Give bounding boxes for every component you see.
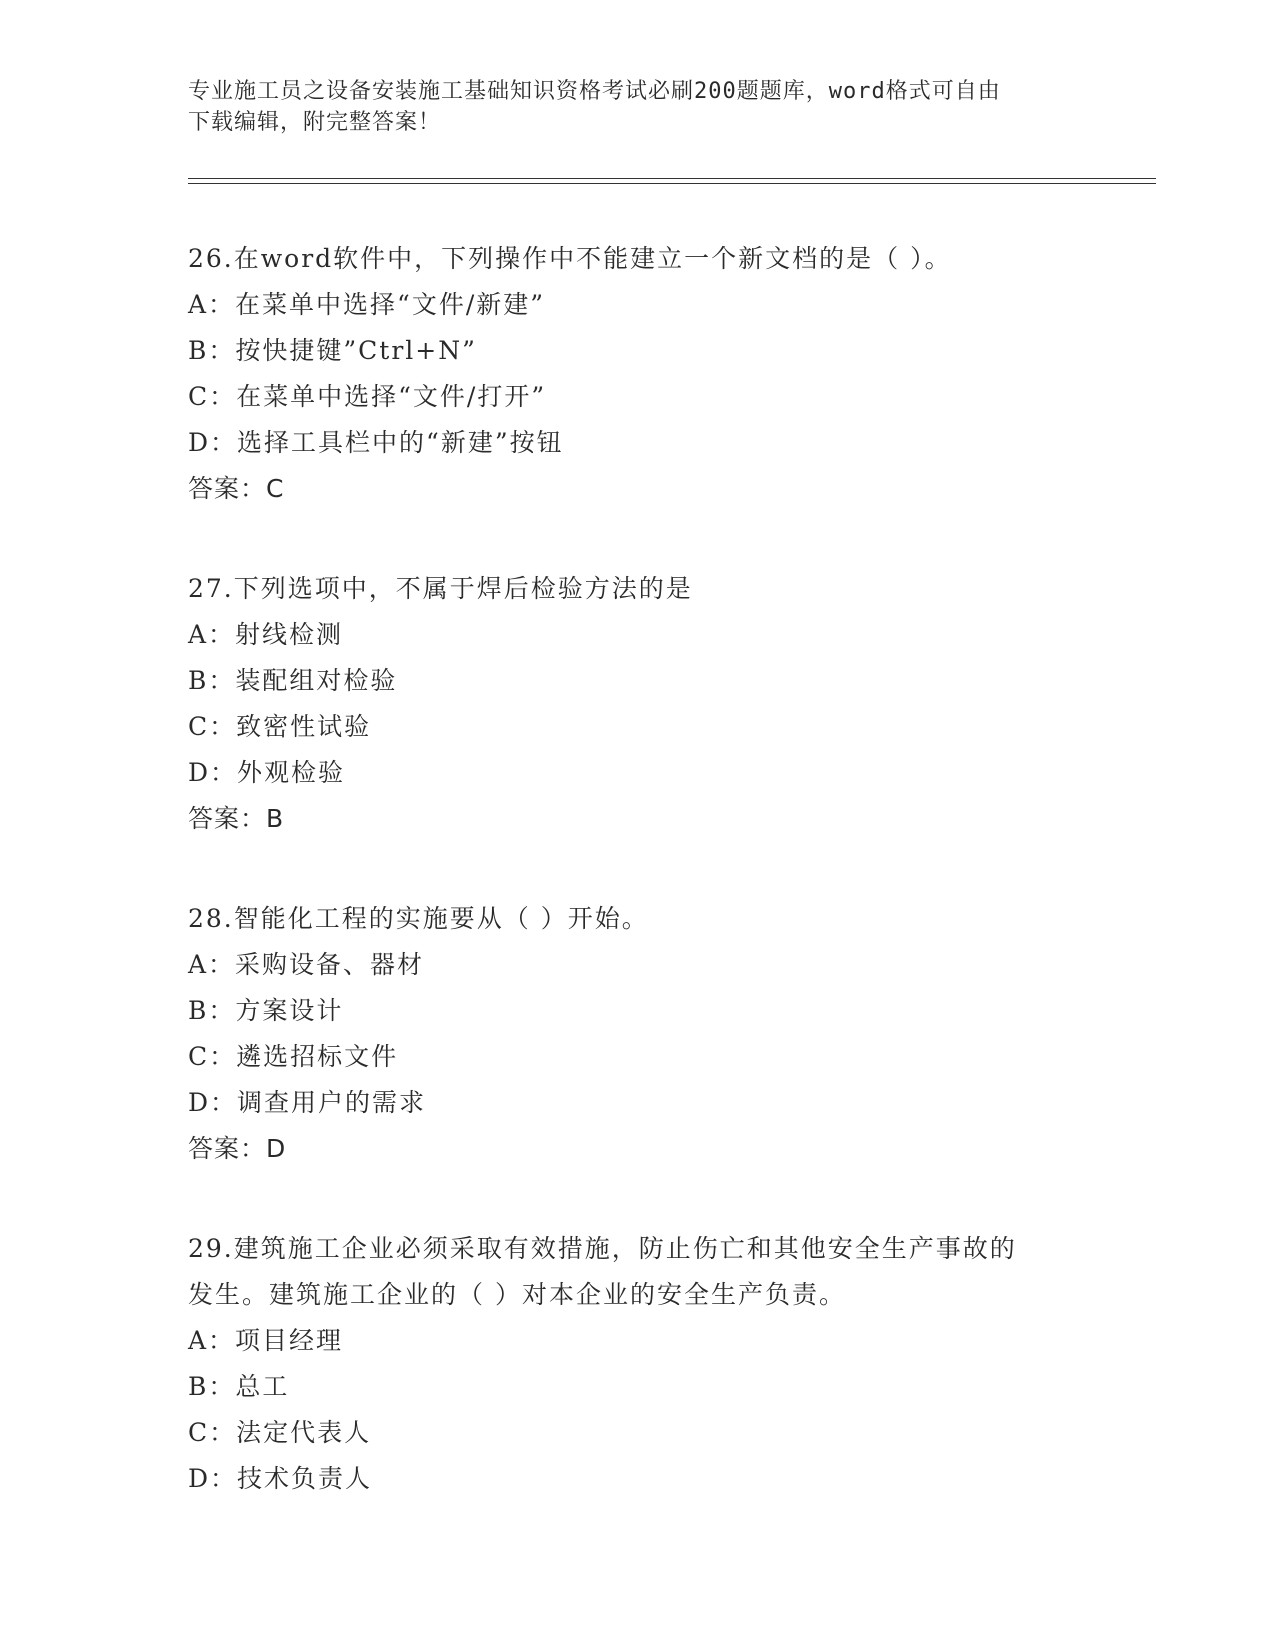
header-divider-top <box>188 178 1156 179</box>
question-stem-line-1: 29.建筑施工企业必须采取有效措施，防止伤亡和其他安全生产事故的 <box>188 1234 1017 1263</box>
question-28 <box>188 896 1088 1172</box>
option-d: D：外观检验 <box>188 758 346 787</box>
option-a: A：项目经理 <box>188 1326 344 1355</box>
option-b: B：总工 <box>188 1372 290 1401</box>
answer-line: 答案：D <box>188 1134 287 1163</box>
question-29 <box>188 1226 1088 1502</box>
option-a: A：在菜单中选择“文件/新建” <box>188 290 546 319</box>
document-header <box>188 76 1088 138</box>
option-d: D：调查用户的需求 <box>188 1088 427 1117</box>
question-stem: 27.下列选项中，不属于焊后检验方法的是 <box>188 574 693 603</box>
question-stem: 28.智能化工程的实施要从（ ）开始。 <box>188 904 649 933</box>
answer-line: 答案：B <box>188 804 285 833</box>
answer-line: 答案：C <box>188 474 285 503</box>
question-27 <box>188 566 1088 842</box>
question-stem-line-2: 发生。建筑施工企业的（ ）对本企业的安全生产负责。 <box>188 1280 846 1309</box>
option-b: B：方案设计 <box>188 996 344 1025</box>
option-c: C：遴选招标文件 <box>188 1042 399 1071</box>
option-d: D：选择工具栏中的“新建”按钮 <box>188 428 564 457</box>
option-d: D：技术负责人 <box>188 1464 373 1493</box>
question-list <box>188 236 1088 1556</box>
header-line-2: 下载编辑，附完整答案！ <box>188 110 442 135</box>
option-b: B：装配组对检验 <box>188 666 398 695</box>
option-a: A：射线检测 <box>188 620 344 649</box>
header-line-1: 专业施工员之设备安装施工基础知识资格考试必刷200题题库，word格式可自由 <box>188 79 1001 104</box>
header-divider-bottom <box>188 183 1156 184</box>
option-c: C：在菜单中选择“文件/打开” <box>188 382 547 411</box>
question-26 <box>188 236 1088 512</box>
option-b: B：按快捷键”Ctrl+N” <box>188 336 477 365</box>
option-c: C：法定代表人 <box>188 1418 372 1447</box>
question-stem: 26.在word软件中，下列操作中不能建立一个新文档的是（ ）。 <box>188 244 952 273</box>
option-c: C：致密性试验 <box>188 712 372 741</box>
option-a: A：采购设备、器材 <box>188 950 425 979</box>
